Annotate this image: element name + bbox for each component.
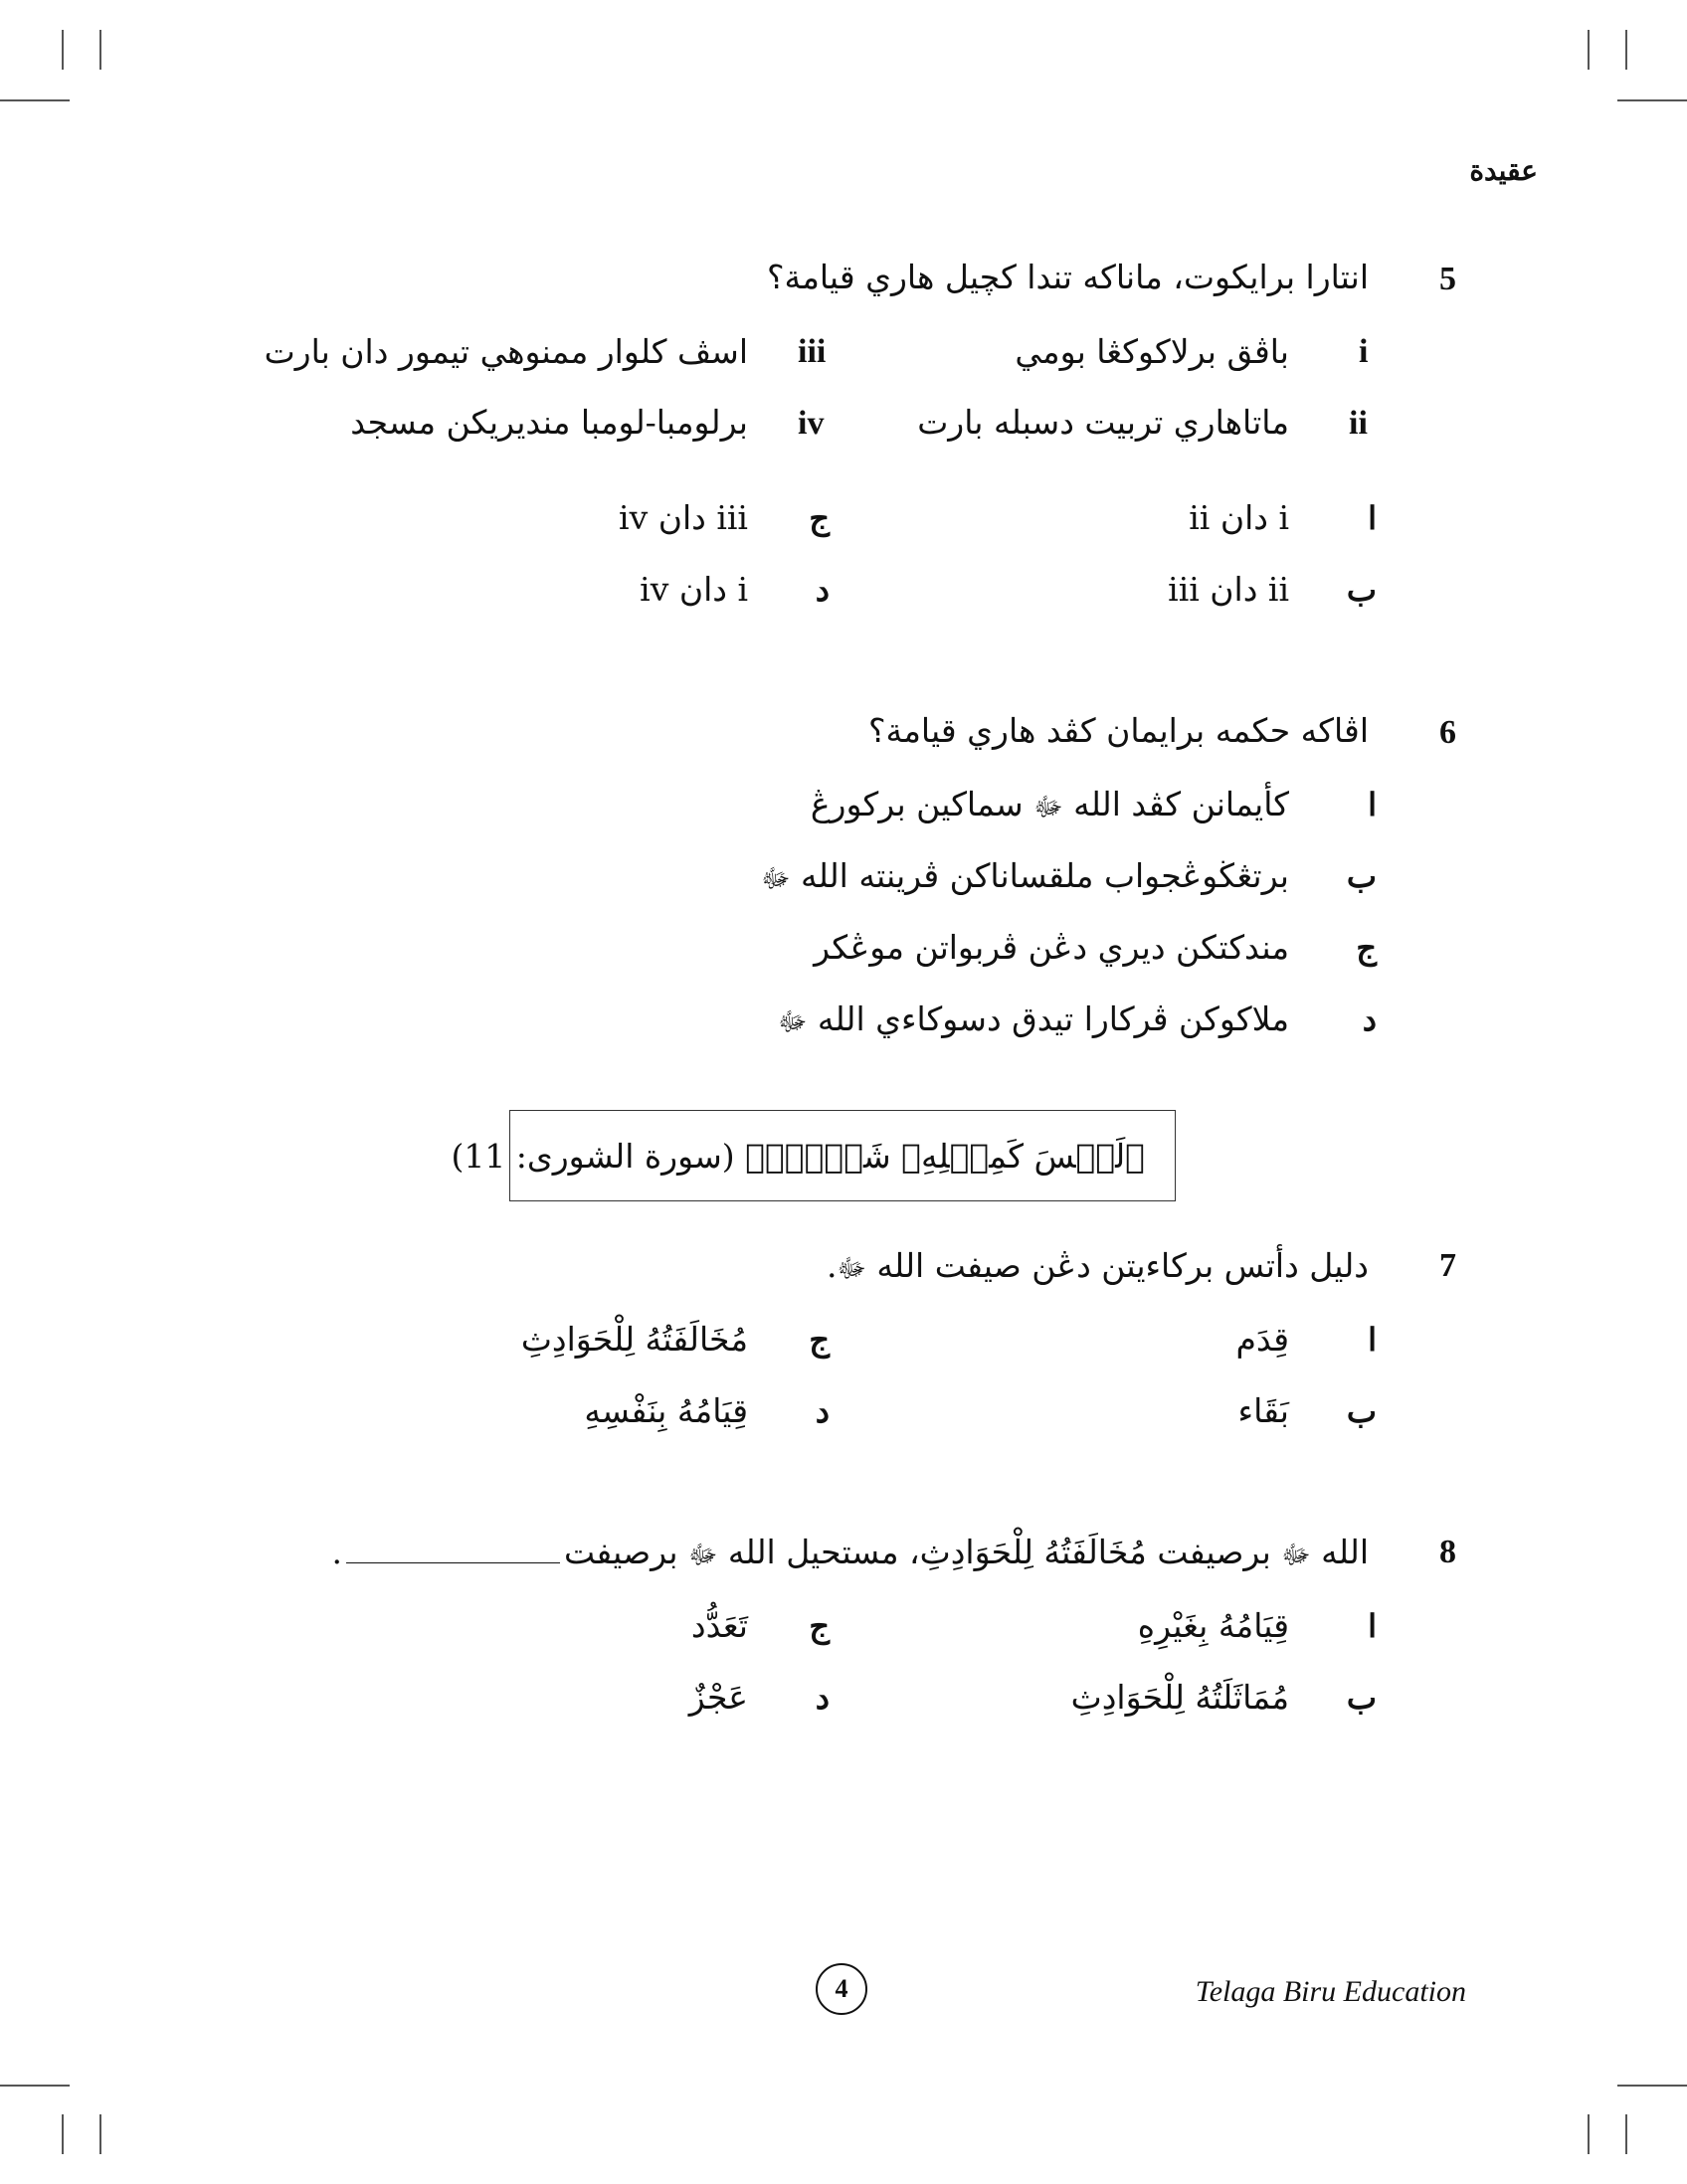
allah-honorific-icon: ﷻ — [761, 864, 791, 894]
option-letter: د — [815, 1392, 830, 1430]
allah-honorific-icon: ﷻ — [1033, 793, 1063, 822]
option-letter: ج — [809, 1321, 830, 1359]
statement-text: برلومبا-لومبا منديريكن مسجد — [350, 403, 748, 442]
option-letter: ا — [1368, 499, 1377, 537]
section-title: عقيدة — [1469, 154, 1538, 187]
allah-honorific-icon: ﷻ — [837, 1254, 866, 1284]
allah-honorific-icon: ﷻ — [1281, 1541, 1311, 1570]
answer-blank — [346, 1562, 560, 1563]
option-letter: د — [815, 571, 830, 609]
ayah-text: ﴿لَيۡسَ كَمِثۡلِهِۦ شَيۡءٞۖ﴾ — [745, 1137, 1145, 1176]
statement-text: اسڤ كلوار ممنوهي تيمور دان بارت — [264, 332, 748, 371]
allah-honorific-icon: ﷻ — [688, 1541, 718, 1570]
statement-roman: iii — [798, 333, 827, 370]
option-letter: د — [1362, 1001, 1377, 1038]
option-text: برتڠڬوڠجواب ملقساناكن ڤرينته الله ﷻ — [761, 856, 1289, 895]
option-letter: ب — [1346, 857, 1377, 895]
option-text: i دان iv — [640, 570, 748, 609]
option-text: i دان ii — [1189, 498, 1289, 537]
option-text: ii دان iii — [1168, 570, 1289, 609]
question-text: دليل دأتس بركاءيتن دڠن صيفت الله ﷻ. — [827, 1246, 1369, 1285]
option-letter: ج — [1356, 929, 1377, 967]
crop-mark — [62, 30, 64, 70]
question-number: 8 — [1439, 1534, 1456, 1570]
crop-mark — [62, 2114, 64, 2154]
option-text: تَعَدُّد — [690, 1606, 748, 1645]
option-text: عَجْزٌ — [688, 1678, 748, 1717]
option-text: مندكتكن ديري دڠن ڤربواتن موڠكر — [814, 928, 1289, 967]
option-letter: ب — [1346, 1679, 1377, 1717]
statement-roman: i — [1359, 333, 1369, 370]
option-text: قِيَامُهُ بِغَيْرِهِ — [1137, 1606, 1289, 1645]
option-letter: ا — [1368, 1321, 1377, 1359]
crop-mark — [0, 2085, 70, 2087]
option-letter: ب — [1346, 571, 1377, 609]
option-text: iii دان iv — [619, 498, 748, 537]
statement-text: ماتاهاري تربيت دسبله بارت — [917, 403, 1289, 442]
ayah-box — [451, 1110, 1176, 1201]
option-letter: ج — [809, 499, 830, 537]
option-text: ملاكوكن ڤركارا تيدق دسوكاءي الله ﷻ — [777, 1000, 1289, 1038]
option-text: بَقَاء — [1237, 1391, 1289, 1430]
crop-mark — [1625, 2114, 1627, 2154]
crop-mark — [1625, 30, 1627, 70]
option-letter: ا — [1368, 786, 1377, 823]
question-text: اڤاكه حكمه برايمان كڤد هاري قيامة؟ — [868, 711, 1369, 750]
crop-mark — [1617, 99, 1687, 101]
question-text: انتارا برايكوت، ماناكه تندا كچيل هاري قيامة؟ — [766, 258, 1369, 296]
statement-text: باڤق برلاكوكڠا بومي — [1015, 332, 1289, 371]
question-number: 7 — [1439, 1247, 1456, 1284]
option-text: مُخَالَفَتُهُ لِلْحَوَادِثِ — [520, 1320, 748, 1359]
question-text: الله ﷻ برصيفت مُخَالَفَتُهُ لِلْحَوَادِثِ، مستحيل الله ﷻ برصيفت. — [331, 1533, 1369, 1571]
statement-roman: iv — [798, 405, 825, 442]
option-text: كأيمانن كڤد الله ﷻ سماكين بركورڠ — [810, 785, 1289, 823]
page-number: 4 — [816, 1963, 867, 2015]
statement-roman: ii — [1349, 405, 1368, 442]
crop-mark — [99, 30, 101, 70]
publisher-name: Telaga Biru Education — [1195, 1975, 1466, 2008]
question-number: 6 — [1439, 714, 1456, 751]
ayah-reference: (سورة الشورى: 11) — [451, 1137, 735, 1176]
crop-mark — [0, 99, 70, 101]
crop-mark — [1588, 2114, 1590, 2154]
option-text: قِيَامُهُ بِنَفْسِهِ — [584, 1391, 748, 1430]
crop-mark — [99, 2114, 101, 2154]
question-number: 5 — [1439, 261, 1456, 297]
allah-honorific-icon: ﷻ — [777, 1007, 808, 1037]
option-letter: د — [815, 1679, 830, 1717]
option-letter: ا — [1368, 1607, 1377, 1645]
option-letter: ب — [1346, 1392, 1377, 1430]
option-text: قِدَم — [1235, 1320, 1289, 1359]
crop-mark — [1617, 2085, 1687, 2087]
option-text: مُمَاثَلَتُهُ لِلْحَوَادِثِ — [1070, 1678, 1289, 1717]
option-letter: ج — [809, 1607, 830, 1645]
crop-mark — [1588, 30, 1590, 70]
